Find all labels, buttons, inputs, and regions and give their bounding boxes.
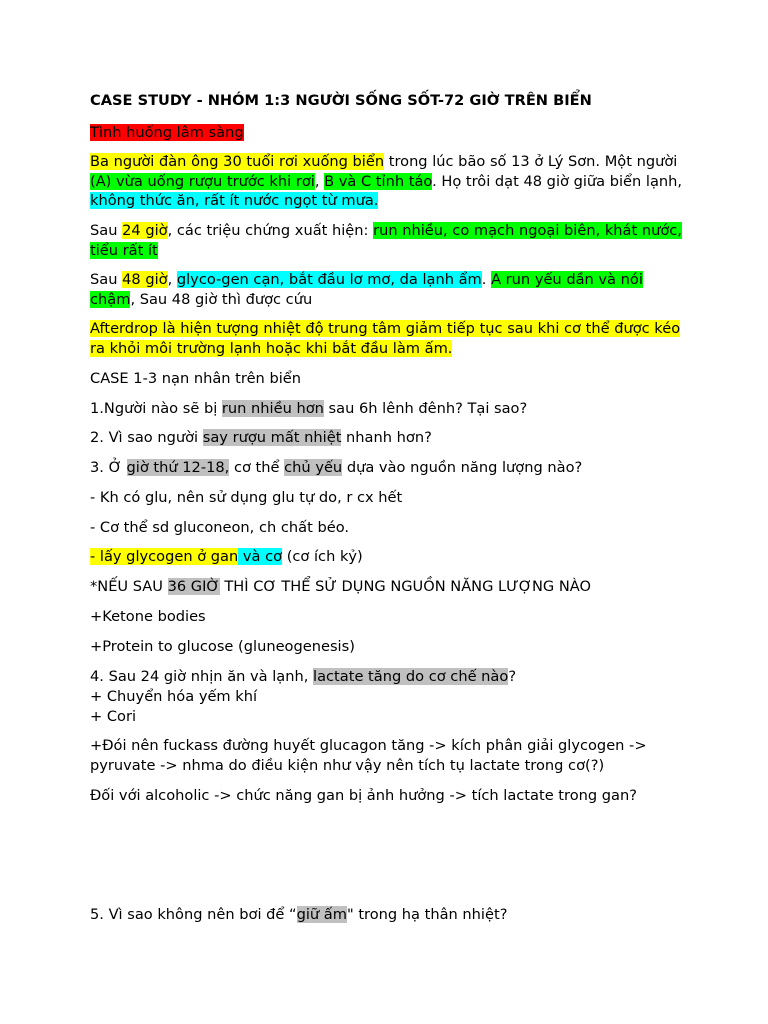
- q3-text-end: dựa vào nguồn năng lượng nào?: [342, 459, 583, 476]
- text-drift: . Họ trôi dạt 48 giờ giữa biển lạnh,: [432, 172, 683, 190]
- symptoms-24h-paragraph: [90, 221, 690, 260]
- q4-text-end: ?: [508, 668, 517, 685]
- q4-answer-1: + Chuyển hóa yếm khí: [90, 688, 258, 705]
- highlight-drunk-heat-loss: say rượu mất nhiệt: [202, 429, 342, 446]
- text-symptoms: , các triệu chứng xuất hiện:: [167, 222, 374, 239]
- text-after: Sau: [90, 271, 123, 288]
- clinical-situation-heading: Tình huống lâm sàng: [90, 124, 244, 141]
- q5-text: 5. Vì sao không nên bơi để “: [90, 906, 297, 923]
- scenario-paragraph: [90, 152, 690, 211]
- case-heading: CASE 1-3 nạn nhân trên biển: [90, 370, 301, 387]
- q3-answer-2: - Cơ thể sd gluconeon, ch chất béo.: [90, 519, 350, 536]
- q4-answer-4: Đối với alcoholic -> chức năng gan bị ảnh hưởng -> tích lactate trong gan?: [90, 787, 637, 804]
- q36-answer-2: +Protein to glucose (gluneogenesis): [90, 638, 355, 655]
- highlight-36h: 36 GIỜ: [167, 578, 220, 595]
- q2-text: 2. Vì sao người: [90, 429, 203, 446]
- symptoms-48h-paragraph: [90, 270, 690, 309]
- q36-text-end: THÌ CƠ THỂ SỬ DỤNG NGUỒN NĂNG LƯỢNG NÀO: [219, 578, 592, 595]
- highlight-48h: 48 giờ: [122, 271, 168, 288]
- question-2: [90, 428, 690, 448]
- question-1: [90, 399, 690, 419]
- highlight-afterdrop: Afterdrop là hiện tượng nhiệt độ trung tâm giảm tiếp tục sau khi cơ thể được kéo ra khỏi môi trường lạnh hoặc khi bắt đầu làm ấm.: [90, 320, 681, 357]
- q4-answer-3: +Đói nên fuckass đường huyết glucagon tăng -> kích phân giải glycogen -> pyruvate -> nhma do điều kiện như vậy nên tích tụ lactate trong cơ(?): [90, 737, 647, 774]
- highlight-mainly: chủ yếu: [284, 459, 343, 476]
- question-36h: [90, 577, 690, 597]
- highlight-person-a: (A) vừa uống rượu trước khi rơi: [90, 172, 315, 190]
- highlight-and-muscle: và cơ: [238, 548, 283, 565]
- q1-text-end: sau 6h lênh đênh? Tại sao?: [323, 400, 528, 417]
- q4-text: 4. Sau 24 giờ nhịn ăn và lạnh,: [90, 668, 314, 685]
- q3-text-mid: cơ thể: [229, 459, 285, 476]
- section-heading: [90, 123, 690, 143]
- q2-text-end: nhanh hơn?: [341, 429, 432, 446]
- q3-a3-note: (cơ ích kỷ): [282, 548, 363, 565]
- question-5: [90, 905, 690, 925]
- document-title: CASE STUDY - NHÓM 1:3 NGƯỜI SỐNG SỐT-72 GIỜ TRÊN BIỂN: [90, 92, 592, 109]
- text-comma: ,: [167, 271, 177, 288]
- q36-text: *NẾU SAU: [90, 578, 168, 595]
- text-period: .: [481, 271, 492, 288]
- highlight-lactate-mechanism: lactate tăng do cơ chế nào: [313, 668, 509, 685]
- q1-text: 1.Người nào sẽ bị: [90, 400, 222, 417]
- text-after: Sau: [90, 222, 123, 239]
- q3-text: 3. Ở: [90, 459, 127, 476]
- q4-answer-2: + Cori: [90, 708, 137, 725]
- highlight-hour-12-18: giờ thứ 12-18,: [126, 459, 230, 476]
- question-3: [90, 458, 690, 478]
- text-comma: ,: [314, 172, 325, 190]
- highlight-b-and-c: B và C tỉnh táo: [324, 172, 433, 190]
- text-storm: trong lúc bão số 13 ở Lý Sơn. Một người: [384, 153, 678, 170]
- highlight-liver-glycogen: - lấy glycogen ở gan: [90, 548, 239, 565]
- highlight-three-men: Ba người đàn ông 30 tuổi rơi xuống biển: [90, 153, 385, 170]
- highlight-shiver-more: run nhiều hơn: [221, 400, 324, 417]
- highlight-24h: 24 giờ: [122, 222, 168, 239]
- highlight-no-food: không thức ăn, rất ít nước ngọt từ mưa.: [90, 192, 379, 209]
- highlight-a-weak: A run yếu dần và nói chậm: [90, 271, 643, 308]
- q36-answer-1: +Ketone bodies: [90, 608, 206, 625]
- q5-text-end: " trong hạ thân nhiệt?: [346, 906, 508, 923]
- question-4: [90, 667, 690, 687]
- highlight-glycogen-depleted: glyco-gen cạn, bắt đầu lơ mơ, da lạnh ẩm: [176, 271, 482, 288]
- highlight-symptoms-list: run nhiều, co mạch ngoại biên, khát nước, tiểu rất ít: [90, 222, 682, 259]
- afterdrop-paragraph: [90, 319, 690, 358]
- q3-answer-1: - Kh có glu, nên sử dụng glu tự do, r cx hết: [90, 489, 403, 506]
- highlight-keep-warm: giữ ấm: [296, 906, 347, 923]
- q3-answer-3: [90, 547, 690, 567]
- text-rescued: , Sau 48 giờ thì được cứu: [130, 290, 313, 308]
